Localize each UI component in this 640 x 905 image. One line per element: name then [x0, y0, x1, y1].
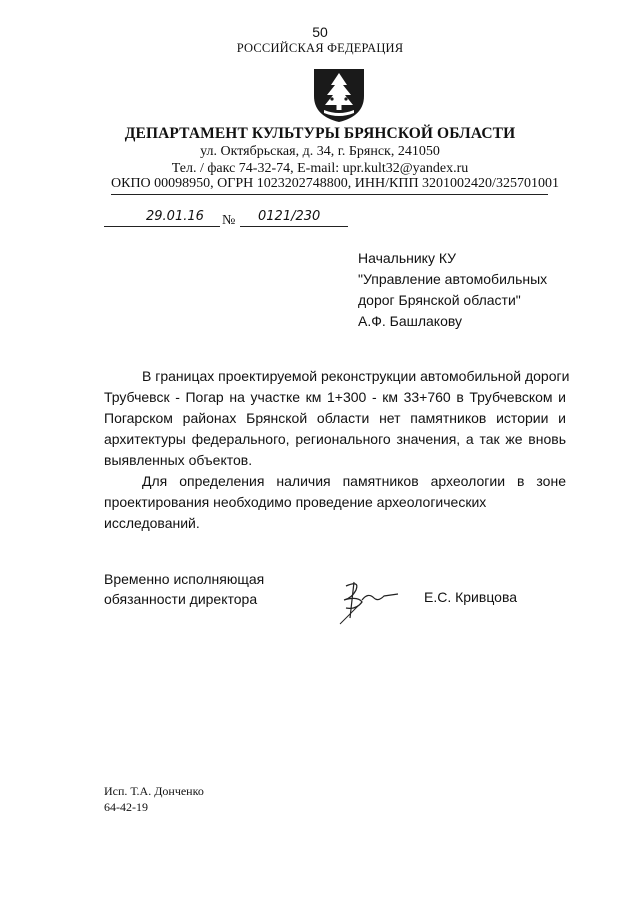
body-line: Погарском районах Брянской области нет памятников истории и: [104, 410, 566, 426]
addressee-block: [358, 248, 547, 332]
department-codes: ОКПО 00098950, ОГРН 1023202748800, ИНН/КПП 3201002420/325701001: [111, 176, 548, 195]
department-contacts: Тел. / факс 74-32-74, E-mail: upr.kult32@yandex.ru: [171, 161, 469, 176]
date-underline: [104, 226, 220, 227]
addressee-line: Начальнику КУ: [358, 250, 457, 266]
number-sign: №: [222, 213, 236, 228]
signatory-title-line: Временно исполняющая: [104, 571, 265, 587]
coat-of-arms-icon: [310, 66, 368, 124]
page-number: 50: [312, 24, 328, 40]
body-line: В границах проектируемой реконструкции автомобильной дороги: [142, 368, 570, 384]
body-line: архитектуры федерального, регионального значения, а так же вновь: [104, 431, 566, 447]
signatory-title: [104, 569, 264, 609]
body-line: проектирования необходимо проведение археологических исследований.: [104, 494, 487, 531]
addressee-line: "Управление автомобильных: [358, 271, 548, 287]
body-paragraph-2: [104, 471, 566, 531]
outgoing-date: 29.01.16: [146, 209, 204, 224]
handwritten-signature: [332, 578, 402, 626]
addressee-line: А.Ф. Башлакову: [358, 313, 463, 329]
executor-name: Исп. Т.А. Донченко: [104, 784, 204, 798]
country-name: РОССИЙСКАЯ ФЕДЕРАЦИЯ: [236, 41, 404, 55]
body-line: выявленных объектов.: [104, 452, 253, 468]
addressee-line: дорог Брянской области": [358, 292, 521, 308]
signatory-title-line: обязанности директора: [104, 591, 258, 607]
body-line: Трубчевск - Погар на участке км 1+300 - км 33+760 в Трубчевском и: [104, 389, 566, 405]
body-paragraph-1: [104, 366, 570, 471]
executor-phone: 64-42-19: [104, 800, 148, 814]
number-underline: [240, 226, 348, 227]
body-line: Для определения наличия памятников археологии в зоне: [142, 473, 566, 489]
department-name: ДЕПАРТАМЕНТ КУЛЬТУРЫ БРЯНСКОЙ ОБЛАСТИ: [124, 125, 516, 142]
signatory-name: Е.С. Кривцова: [424, 589, 518, 605]
outgoing-number: 0121/230: [258, 209, 321, 224]
department-address: ул. Октябрьская, д. 34, г. Брянск, 241050: [200, 144, 440, 159]
executor-info: [104, 783, 204, 815]
